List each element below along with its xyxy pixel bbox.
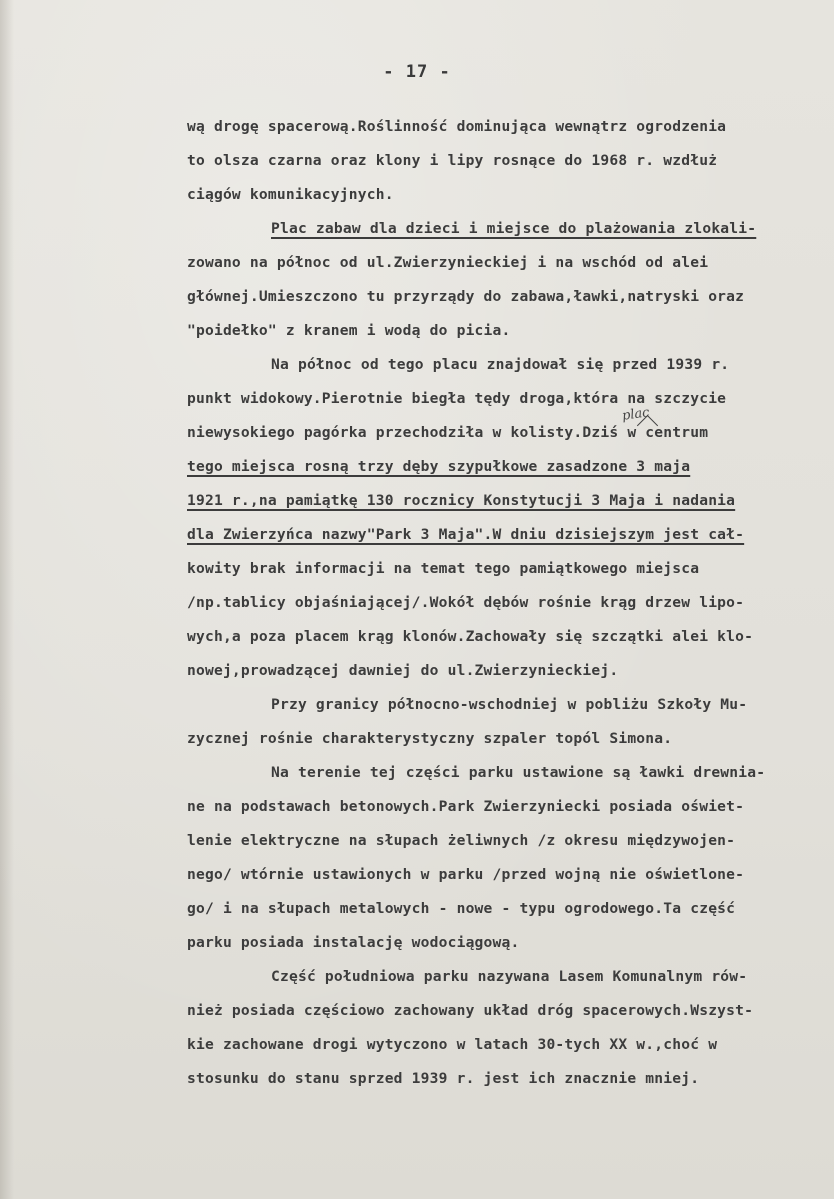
text-line-24: go/ i na słupach metalowych - nowe - typu ogrodowego.Ta część	[187, 900, 736, 917]
text-line-14: kowity brak informacji na temat tego pamiątkowego miejsca	[187, 560, 700, 577]
text-line-19: zycznej rośnie charakterystyczny szpaler topól Simona.	[187, 730, 673, 747]
underlined-heading-play-area: Plac zabaw dla dzieci i miejsce do plażowania zlokali-	[271, 220, 757, 237]
text-line-12	[187, 492, 735, 509]
text-line-2: to olsza czarna oraz klony i lipy rosnące do 1968 r. wzdłuż	[187, 152, 718, 169]
underlined-oaks-passage-1: tego miejsca rosną trzy dęby szypułkowe zasadzone 3 maja	[187, 458, 691, 475]
page-edge-shadow	[0, 0, 14, 1199]
text-line-10: niewysokiego pagórka przechodziła w kolisty.Dziś w centrum	[187, 424, 709, 441]
text-line-23: nego/ wtórnie ustawionych w parku /przed wojną nie oświetlone-	[187, 866, 745, 883]
text-line-27: nież posiada częściowo zachowany układ dróg spacerowych.Wszyst-	[187, 1002, 754, 1019]
page-number: - 17 -	[383, 62, 451, 82]
text-line-16: wych,a poza placem krąg klonów.Zachowały się szczątki alei klo-	[187, 628, 754, 645]
text-line-17: nowej,prowadzącej dawniej do ul.Zwierzynieckiej.	[187, 662, 619, 679]
text-line-9: punkt widokowy.Pierotnie biegła tędy droga,która na szczycie	[187, 390, 727, 407]
text-line-22: lenie elektryczne na słupach żeliwnych /z okresu międzywojen-	[187, 832, 736, 849]
text-line-11	[187, 458, 690, 475]
text-line-3: ciągów komunikacyjnych.	[187, 186, 394, 203]
text-line-15: /np.tablicy objaśniającej/.Wokół dębów rośnie krąg drzew lipo-	[187, 594, 745, 611]
underlined-oaks-passage-3: dla Zwierzyńca nazwy"Park 3 Maja".W dniu dzisiejszym jest cał-	[187, 526, 745, 543]
text-line-7: "poidełko" z kranem i wodą do picia.	[187, 322, 511, 339]
underlined-oaks-passage-2: 1921 r.,na pamiątkę 130 rocznicy Konstytucji 3 Maja i nadania	[187, 492, 736, 509]
text-line-21: ne na podstawach betonowych.Park Zwierzyniecki posiada oświet-	[187, 798, 745, 815]
handwritten-insertion-note: plac	[621, 405, 651, 424]
text-line-20: Na terenie tej części parku ustawione są ławki drewnia-	[271, 764, 766, 781]
text-line-6: głównej.Umieszczono tu przyrządy do zabawa,ławki,natryski oraz	[187, 288, 745, 305]
text-line-5: zowano na północ od ul.Zwierzynieckiej i na wschód od alei	[187, 254, 709, 271]
text-line-1: wą drogę spacerową.Roślinność dominująca wewnątrz ogrodzenia	[187, 118, 727, 135]
text-line-25: parku posiada instalację wodociągową.	[187, 934, 520, 951]
text-line-13	[187, 526, 744, 543]
text-line-28: kie zachowane drogi wytyczono w latach 30-tych XX w.,choć w	[187, 1036, 718, 1053]
text-line-4	[271, 220, 756, 237]
text-line-18: Przy granicy północno-wschodniej w pobliżu Szkoły Mu-	[271, 696, 748, 713]
text-line-8: Na północ od tego placu znajdował się przed 1939 r.	[271, 356, 730, 373]
text-line-26: Część południowa parku nazywana Lasem Komunalnym rów-	[271, 968, 748, 985]
text-line-29: stosunku do stanu sprzed 1939 r. jest ich znacznie mniej.	[187, 1070, 700, 1087]
